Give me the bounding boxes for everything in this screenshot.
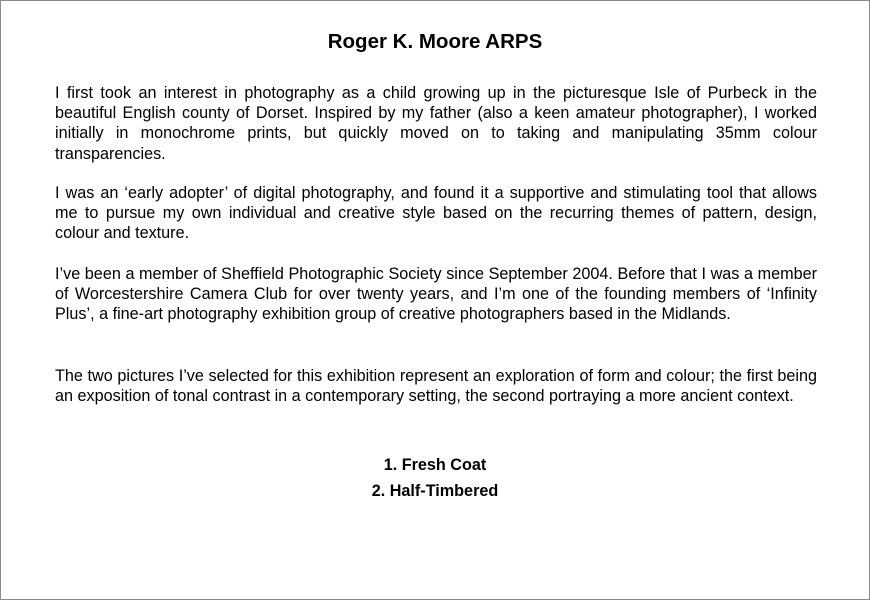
document-title: Roger K. Moore ARPS <box>327 30 543 53</box>
paragraph-memberships: I’ve been a member of Sheffield Photographic Society since September 2004. Before that I was a member of Worcestershire Camera Club for over twenty years, and I’m one of the founding members of ‘Infinity Plus’, a fine-art photography exhibition group of creative photographers based in the Midlands. <box>55 265 817 324</box>
picture-title-fresh-coat: 1. Fresh Coat <box>383 456 487 474</box>
picture-list <box>1 452 869 504</box>
paragraph-digital-photography: I was an ‘early adopter’ of digital photography, and found it a supportive and stimulating tool that allows me to pursue my own individual and creative style based on the recurring themes of pattern, design, colour and texture. <box>55 184 817 243</box>
picture-title-half-timbered: 2. Half-Timbered <box>371 482 499 500</box>
paragraph-early-interest: I first took an interest in photography as a child growing up in the picturesque Isle of Purbeck in the beautiful English county of Dorset. Inspired by my father (also a keen amateur photographer), I worked initially in monochrome prints, but quickly moved on to taking and manipulating 35mm colour transparencies. <box>55 84 817 163</box>
paragraph-exhibition-selection: The two pictures I’ve selected for this exhibition represent an exploration of form and colour; the first being an exposition of tonal contrast in a contemporary setting, the second portraying a more ancient context. <box>55 367 817 406</box>
